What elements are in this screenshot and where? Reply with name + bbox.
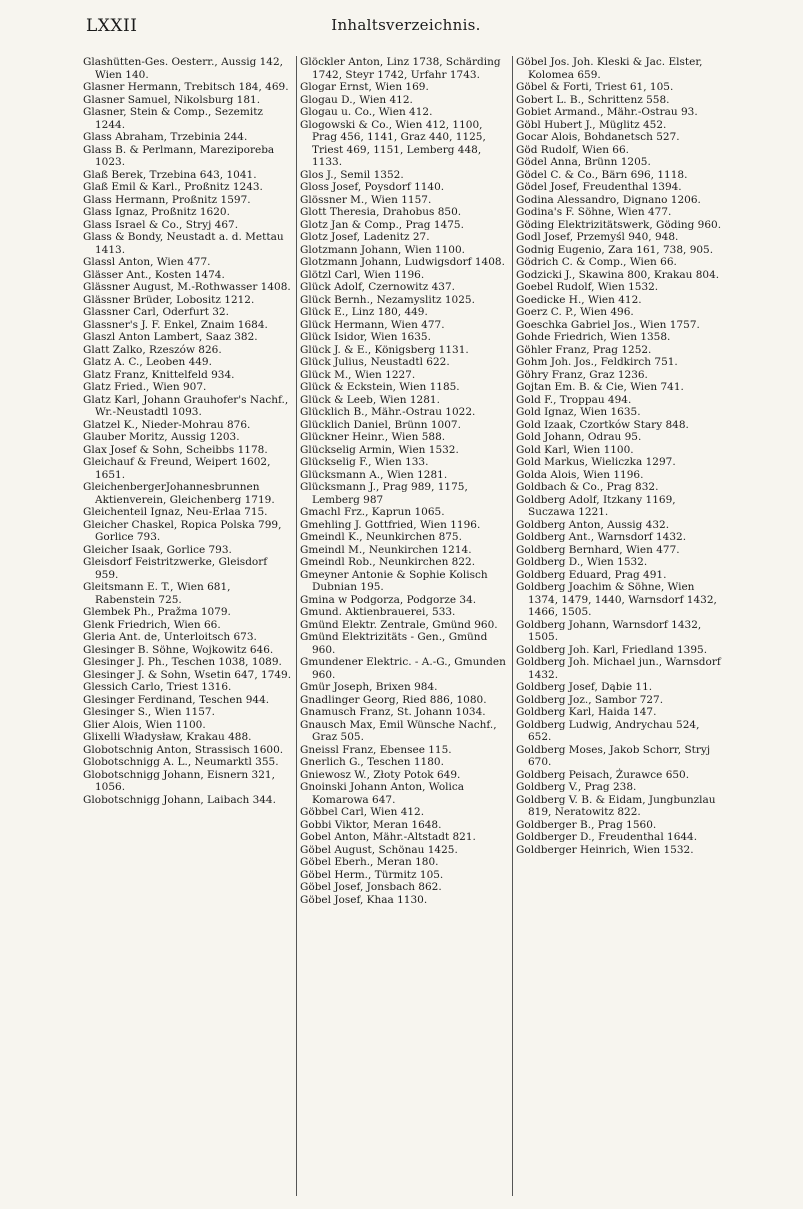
index-entry: Glogar Ernst, Wien 169. — [300, 81, 429, 93]
index-entry: Glaß Emil & Karl., Proßnitz 1243. — [83, 181, 263, 193]
index-entry: Godina Alessandro, Dignano 1206. — [516, 193, 701, 206]
index-entry: Godina's F. Söhne, Wien 477. — [516, 206, 672, 218]
index-entry: Gleisdorf Feistritzwerke, Gleisdorf 959. — [83, 556, 268, 581]
index-entry: Goldberg Karl, Haida 147. — [516, 706, 657, 718]
page-number: LXXII — [86, 16, 138, 36]
index-entry: Goldberg Eduard, Prag 491. — [516, 568, 667, 581]
index-entry: Goldberg Joz., Sambor 727. — [516, 693, 664, 706]
index-entry: Glesinger Ferdinand, Teschen 944. — [83, 693, 270, 706]
index-entry: Glessich Carlo, Triest 1316. — [83, 681, 232, 693]
index-entry: Goldberg V., Prag 238. — [516, 781, 637, 793]
index-entry: Glück Hermann, Wien 477. — [300, 318, 445, 331]
index-entry: Glashütten-Ges. Oesterr., Aussig 142, Wien 140. — [83, 56, 284, 81]
index-entry: Globotschnig Anton, Strassisch 1600. — [83, 743, 284, 756]
index-entry: Goldbach & Co., Prag 832. — [516, 481, 659, 493]
index-column-2 — [296, 56, 512, 1196]
index-entry: Glück M., Wien 1227. — [300, 368, 416, 381]
index-entry: Glöckler Anton, Linz 1738, Schärding 1742, Steyr 1742, Urfahr 1743. — [300, 56, 501, 81]
index-entry: Göd Rudolf, Wien 66. — [516, 143, 630, 156]
index-entry: Glässer Ant., Kosten 1474. — [83, 268, 225, 281]
index-entry: Goldberger B., Prag 1560. — [516, 818, 657, 831]
index-entry: Gödel Anna, Brünn 1205. — [516, 156, 651, 168]
index-entry: Gnausch Max, Emil Wünsche Nachf., Graz 505. — [300, 718, 497, 743]
index-entry: Goldberg Bernhard, Wien 477. — [516, 543, 680, 556]
index-entry: Glesinger J. Ph., Teschen 1038, 1089. — [83, 656, 282, 668]
index-entry: Göbbel Carl, Wien 412. — [300, 806, 425, 818]
index-entry: Glogau u. Co., Wien 412. — [300, 106, 433, 118]
index-entry: Glotzmann Johann, Ludwigsdorf 1408. — [300, 256, 505, 268]
index-entry: Gohm Joh. Jos., Feldkirch 751. — [516, 356, 678, 368]
index-entry: Goldberg Peisach, Żurawce 650. — [516, 768, 690, 781]
index-entry: Glass & Bondy, Neustadt a. d. Mettau 1413. — [83, 231, 284, 256]
index-entry: Goldberg Joachim & Söhne, Wien 1374, 1479, 1440, Warnsdorf 1432, 1466, 1505. — [516, 581, 717, 618]
index-entry: Glatzel K., Nieder-Mohrau 876. — [83, 418, 251, 431]
index-entry: Glückselig Armin, Wien 1532. — [300, 443, 459, 456]
index-entry: Gnoinski Johann Anton, Wolica Komarowa 647. — [300, 781, 465, 806]
index-entry: Goedicke H., Wien 412. — [516, 293, 642, 306]
index-entry: Göbel & Forti, Triest 61, 105. — [516, 81, 674, 93]
index-entry: Gmünd Elektr. Zentrale, Gmünd 960. — [300, 618, 498, 631]
index-entry: Godl Josef, Przemyśl 940, 948. — [516, 231, 679, 243]
index-entry: Glotz Josef, Ladenitz 27. — [300, 231, 430, 243]
index-entry: Goldberg Ant., Warnsdorf 1432. — [516, 531, 687, 543]
index-entry: Glotzmann Johann, Wien 1100. — [300, 243, 465, 256]
index-entry: Gmünd Elektrizitäts - Gen., Gmünd 960. — [300, 631, 488, 656]
index-entry: Goldberg Joh. Michael jun., Warnsdorf 1432. — [516, 656, 721, 681]
index-entry: Globotschnigg Johann, Eisnern 321, 1056. — [83, 768, 275, 793]
index-entry: Göbl Hubert J., Müglitz 452. — [516, 118, 667, 131]
index-entry: Glembek Ph., Pražma 1079. — [83, 606, 231, 618]
index-entry: Goldberger D., Freudenthal 1644. — [516, 831, 698, 843]
index-entry: Gocar Alois, Bohdanetsch 527. — [516, 131, 680, 143]
index-entry: Glaszl Anton Lambert, Saaz 382. — [83, 331, 258, 343]
index-entry: Glück Adolf, Czernowitz 437. — [300, 281, 455, 293]
index-entry: Glass Hermann, Proßnitz 1597. — [83, 193, 251, 206]
index-entry: Glier Alois, Wien 1100. — [83, 718, 206, 731]
index-entry: Goldberg D., Wien 1532. — [516, 556, 648, 568]
index-entry: Gold Ignaz, Wien 1635. — [516, 406, 641, 418]
index-entry: Gmeindl K., Neunkirchen 875. — [300, 531, 462, 543]
index-entry: GleichenbergerJohannesbrunnen Aktienverein, Gleichenberg 1719. — [83, 481, 275, 506]
index-entry: Gobiet Armand., Mähr.-Ostrau 93. — [516, 106, 698, 118]
page-title: Inhaltsverzeichnis. — [331, 16, 481, 34]
index-entry: Glücklich B., Mähr.-Ostrau 1022. — [300, 406, 476, 418]
index-entry: Glesinger J. & Sohn, Wsetin 647, 1749. — [83, 668, 292, 681]
page-header — [86, 16, 726, 42]
index-entry: Glücksmann A., Wien 1281. — [300, 468, 448, 481]
index-entry: Gobert L. B., Schrittenz 558. — [516, 93, 670, 106]
index-entry: Goldberg Adolf, Itzkany 1169, Suczawa 1221. — [516, 493, 676, 518]
index-entry: Glesinger B. Söhne, Wojkowitz 646. — [83, 643, 274, 656]
index-entry: Glück Isidor, Wien 1635. — [300, 331, 431, 343]
index-entry: Glasner Samuel, Nikolsburg 181. — [83, 93, 261, 106]
index-entry: Glatz A. C., Leoben 449. — [83, 356, 212, 368]
index-entry: Gmehling J. Gottfried, Wien 1196. — [300, 518, 481, 531]
index-entry: Gold F., Troppau 494. — [516, 393, 632, 406]
index-entry: Glasner Hermann, Trebitsch 184, 469. — [83, 81, 289, 93]
index-entry: Gmeyner Antonie & Sophie Kolisch Dubnian 195. — [300, 568, 488, 593]
index-entry: Glenk Friedrich, Wien 66. — [83, 618, 221, 631]
index-entry: Glatt Zalko, Rzeszów 826. — [83, 343, 222, 356]
index-entry: Glatz Fried., Wien 907. — [83, 381, 207, 393]
index-entry: Gleicher Chaskel, Ropica Polska 799, Gorlice 793. — [83, 518, 282, 543]
index-entry: Glixelli Władysław, Krakau 488. — [83, 731, 252, 743]
index-entry: Goebel Rudolf, Wien 1532. — [516, 281, 659, 293]
index-columns — [80, 56, 728, 1196]
index-entry: Gödel C. & Co., Bärn 696, 1118. — [516, 168, 688, 181]
index-entry: Glück J. & E., Königsberg 1131. — [300, 343, 469, 356]
index-entry: Glötzl Carl, Wien 1196. — [300, 268, 425, 281]
index-entry: Glaß Berek, Trzebina 643, 1041. — [83, 168, 257, 181]
index-entry: Goldberg Joh. Karl, Friedland 1395. — [516, 643, 708, 656]
index-entry: Glass B. & Perlmann, Mareziporeba 1023. — [83, 143, 275, 168]
index-entry: Gmachl Frz., Kaprun 1065. — [300, 506, 445, 518]
index-entry: Gojtan Em. B. & Cie, Wien 741. — [516, 381, 684, 393]
index-entry: Glässner August, M.-Rothwasser 1408. — [83, 281, 291, 293]
index-entry: Glückner Heinr., Wien 588. — [300, 431, 446, 443]
index-entry: Godzicki J., Skawina 800, Krakau 804. — [516, 268, 720, 281]
index-entry: Glass Abraham, Trzebinia 244. — [83, 131, 248, 143]
index-entry: Glückselig F., Wien 133. — [300, 456, 429, 468]
index-entry: Gold Izaak, Czortków Stary 848. — [516, 418, 689, 431]
index-entry: Gold Karl, Wien 1100. — [516, 443, 634, 456]
index-entry: Gödel Josef, Freudenthal 1394. — [516, 181, 682, 193]
index-entry: Gmina w Podgorza, Podgorze 34. — [300, 593, 477, 606]
index-entry: Glasner, Stein & Comp., Sezemitz 1244. — [83, 106, 263, 131]
index-entry: Glücksmann J., Prag 989, 1175, Lemberg 987 — [300, 481, 468, 506]
index-entry: Goldberg Johann, Warnsdorf 1432, 1505. — [516, 618, 702, 643]
index-entry: Göbel Josef, Jonsbach 862. — [300, 881, 442, 893]
index-entry: Globotschnigg A. L., Neumarktl 355. — [83, 756, 279, 768]
index-entry: Göbel Eberh., Meran 180. — [300, 856, 439, 868]
index-entry: Göhler Franz, Prag 1252. — [516, 343, 652, 356]
index-entry: Glässner Brüder, Lobositz 1212. — [83, 293, 255, 306]
index-entry: Gmundener Elektric. - A.-G., Gmunden 960. — [300, 656, 506, 681]
index-entry: Gobbi Viktor, Meran 1648. — [300, 818, 442, 831]
index-entry: Golda Alois, Wien 1196. — [516, 468, 644, 481]
index-entry: Glück Julius, Neustadtl 622. — [300, 356, 450, 368]
index-entry: Gohde Friedrich, Wien 1358. — [516, 331, 671, 343]
index-entry: Goldberg V. B. & Eidam, Jungbunzlau 819, Neratowitz 822. — [516, 793, 716, 818]
index-entry: Glassner's J. F. Enkel, Znaim 1684. — [83, 318, 268, 331]
index-entry: Göbel August, Schönau 1425. — [300, 843, 458, 856]
index-entry: Gleichenteil Ignaz, Neu-Erlaa 715. — [83, 506, 268, 518]
index-entry: Gmund. Aktienbrauerei, 533. — [300, 606, 456, 618]
index-entry: Glück & Leeb, Wien 1281. — [300, 393, 440, 406]
index-entry: Glück Bernh., Nezamyslitz 1025. — [300, 293, 475, 306]
index-entry: Göbel Jos. Joh. Kleski & Jac. Elster, Kolomea 659. — [516, 56, 703, 81]
index-entry: Glössner M., Wien 1157. — [300, 193, 432, 206]
index-entry: Goeschka Gabriel Jos., Wien 1757. — [516, 318, 700, 331]
index-entry: Gold Johann, Odrau 95. — [516, 431, 642, 443]
index-entry: Glott Theresia, Drahobus 850. — [300, 206, 462, 218]
index-entry: Gödrich C. & Comp., Wien 66. — [516, 256, 677, 268]
index-entry: Goerz C. P., Wien 496. — [516, 306, 634, 318]
index-entry: Gmeindl M., Neunkirchen 1214. — [300, 543, 472, 556]
index-entry: Gnamusch Franz, St. Johann 1034. — [300, 706, 486, 718]
index-entry: Gleicher Isaak, Gorlice 793. — [83, 543, 232, 556]
index-entry: Gneissl Franz, Ebensee 115. — [300, 743, 452, 756]
index-entry: Gnerlich G., Teschen 1180. — [300, 756, 444, 768]
index-entry: Gleitsmann E. T., Wien 681, Rabenstein 725. — [83, 581, 231, 606]
index-entry: Gniewosz W., Złoty Potok 649. — [300, 768, 461, 781]
index-entry: Glassner Carl, Oderfurt 32. — [83, 306, 229, 318]
index-column-1 — [80, 56, 296, 1196]
index-entry: Glassl Anton, Wien 477. — [83, 256, 211, 268]
index-entry: Gleria Ant. de, Unterloitsch 673. — [83, 631, 257, 643]
index-entry: Globotschnigg Johann, Laibach 344. — [83, 793, 276, 806]
index-entry: Glass Ignaz, Proßnitz 1620. — [83, 206, 230, 218]
index-entry: Glatz Franz, Knittelfeld 934. — [83, 368, 235, 381]
index-entry: Glesinger S., Wien 1157. — [83, 706, 215, 718]
index-entry: Goldberg Josef, Dąbie 11. — [516, 681, 653, 693]
index-entry: Göbel Herm., Türmitz 105. — [300, 868, 444, 881]
index-entry: Glogau D., Wien 412. — [300, 93, 413, 106]
index-entry: Goldberg Anton, Aussig 432. — [516, 518, 670, 531]
index-entry: Gloss Josef, Poysdorf 1140. — [300, 181, 445, 193]
index-column-3 — [512, 56, 728, 1196]
index-entry: Gold Markus, Wieliczka 1297. — [516, 456, 676, 468]
index-entry: Glax Josef & Sohn, Scheibbs 1178. — [83, 443, 268, 456]
index-entry: Göhry Franz, Graz 1236. — [516, 368, 648, 381]
index-entry: Göbel Josef, Khaa 1130. — [300, 893, 428, 906]
index-entry: Gnadlinger Georg, Ried 886, 1080. — [300, 693, 487, 706]
index-entry: Glotz Jan & Comp., Prag 1475. — [300, 218, 464, 231]
index-entry: Gmeindl Rob., Neunkirchen 822. — [300, 556, 476, 568]
index-entry: Glauber Moritz, Aussig 1203. — [83, 431, 240, 443]
index-entry: Gmür Joseph, Brixen 984. — [300, 681, 438, 693]
index-entry: Glatz Karl, Johann Grauhofer's Nachf., Wr.-Neustadtl 1093. — [83, 393, 289, 418]
index-entry: Göding Elektrizitätswerk, Göding 960. — [516, 218, 722, 231]
index-entry: Goldberger Heinrich, Wien 1532. — [516, 843, 694, 856]
index-entry: Glos J., Semil 1352. — [300, 168, 404, 181]
index-entry: Glück E., Linz 180, 449. — [300, 306, 428, 318]
index-entry: Godnig Eugenio, Zara 161, 738, 905. — [516, 243, 714, 256]
index-entry: Glogowski & Co., Wien 412, 1100, Prag 456, 1141, Graz 440, 1125, Triest 469, 1151, Lemberg 448, 1133. — [300, 118, 486, 168]
index-entry: Goldberg Ludwig, Andrychau 524, 652. — [516, 718, 700, 743]
index-entry: Glück & Eckstein, Wien 1185. — [300, 381, 460, 393]
index-entry: Gobel Anton, Mähr.-Altstadt 821. — [300, 831, 476, 843]
index-entry: Glass Israel & Co., Stryj 467. — [83, 218, 239, 231]
index-entry: Gleichauf & Freund, Weipert 1602, 1651. — [83, 456, 271, 481]
index-entry: Glücklich Daniel, Brünn 1007. — [300, 418, 461, 431]
index-entry: Goldberg Moses, Jakob Schorr, Stryj 670. — [516, 743, 711, 768]
